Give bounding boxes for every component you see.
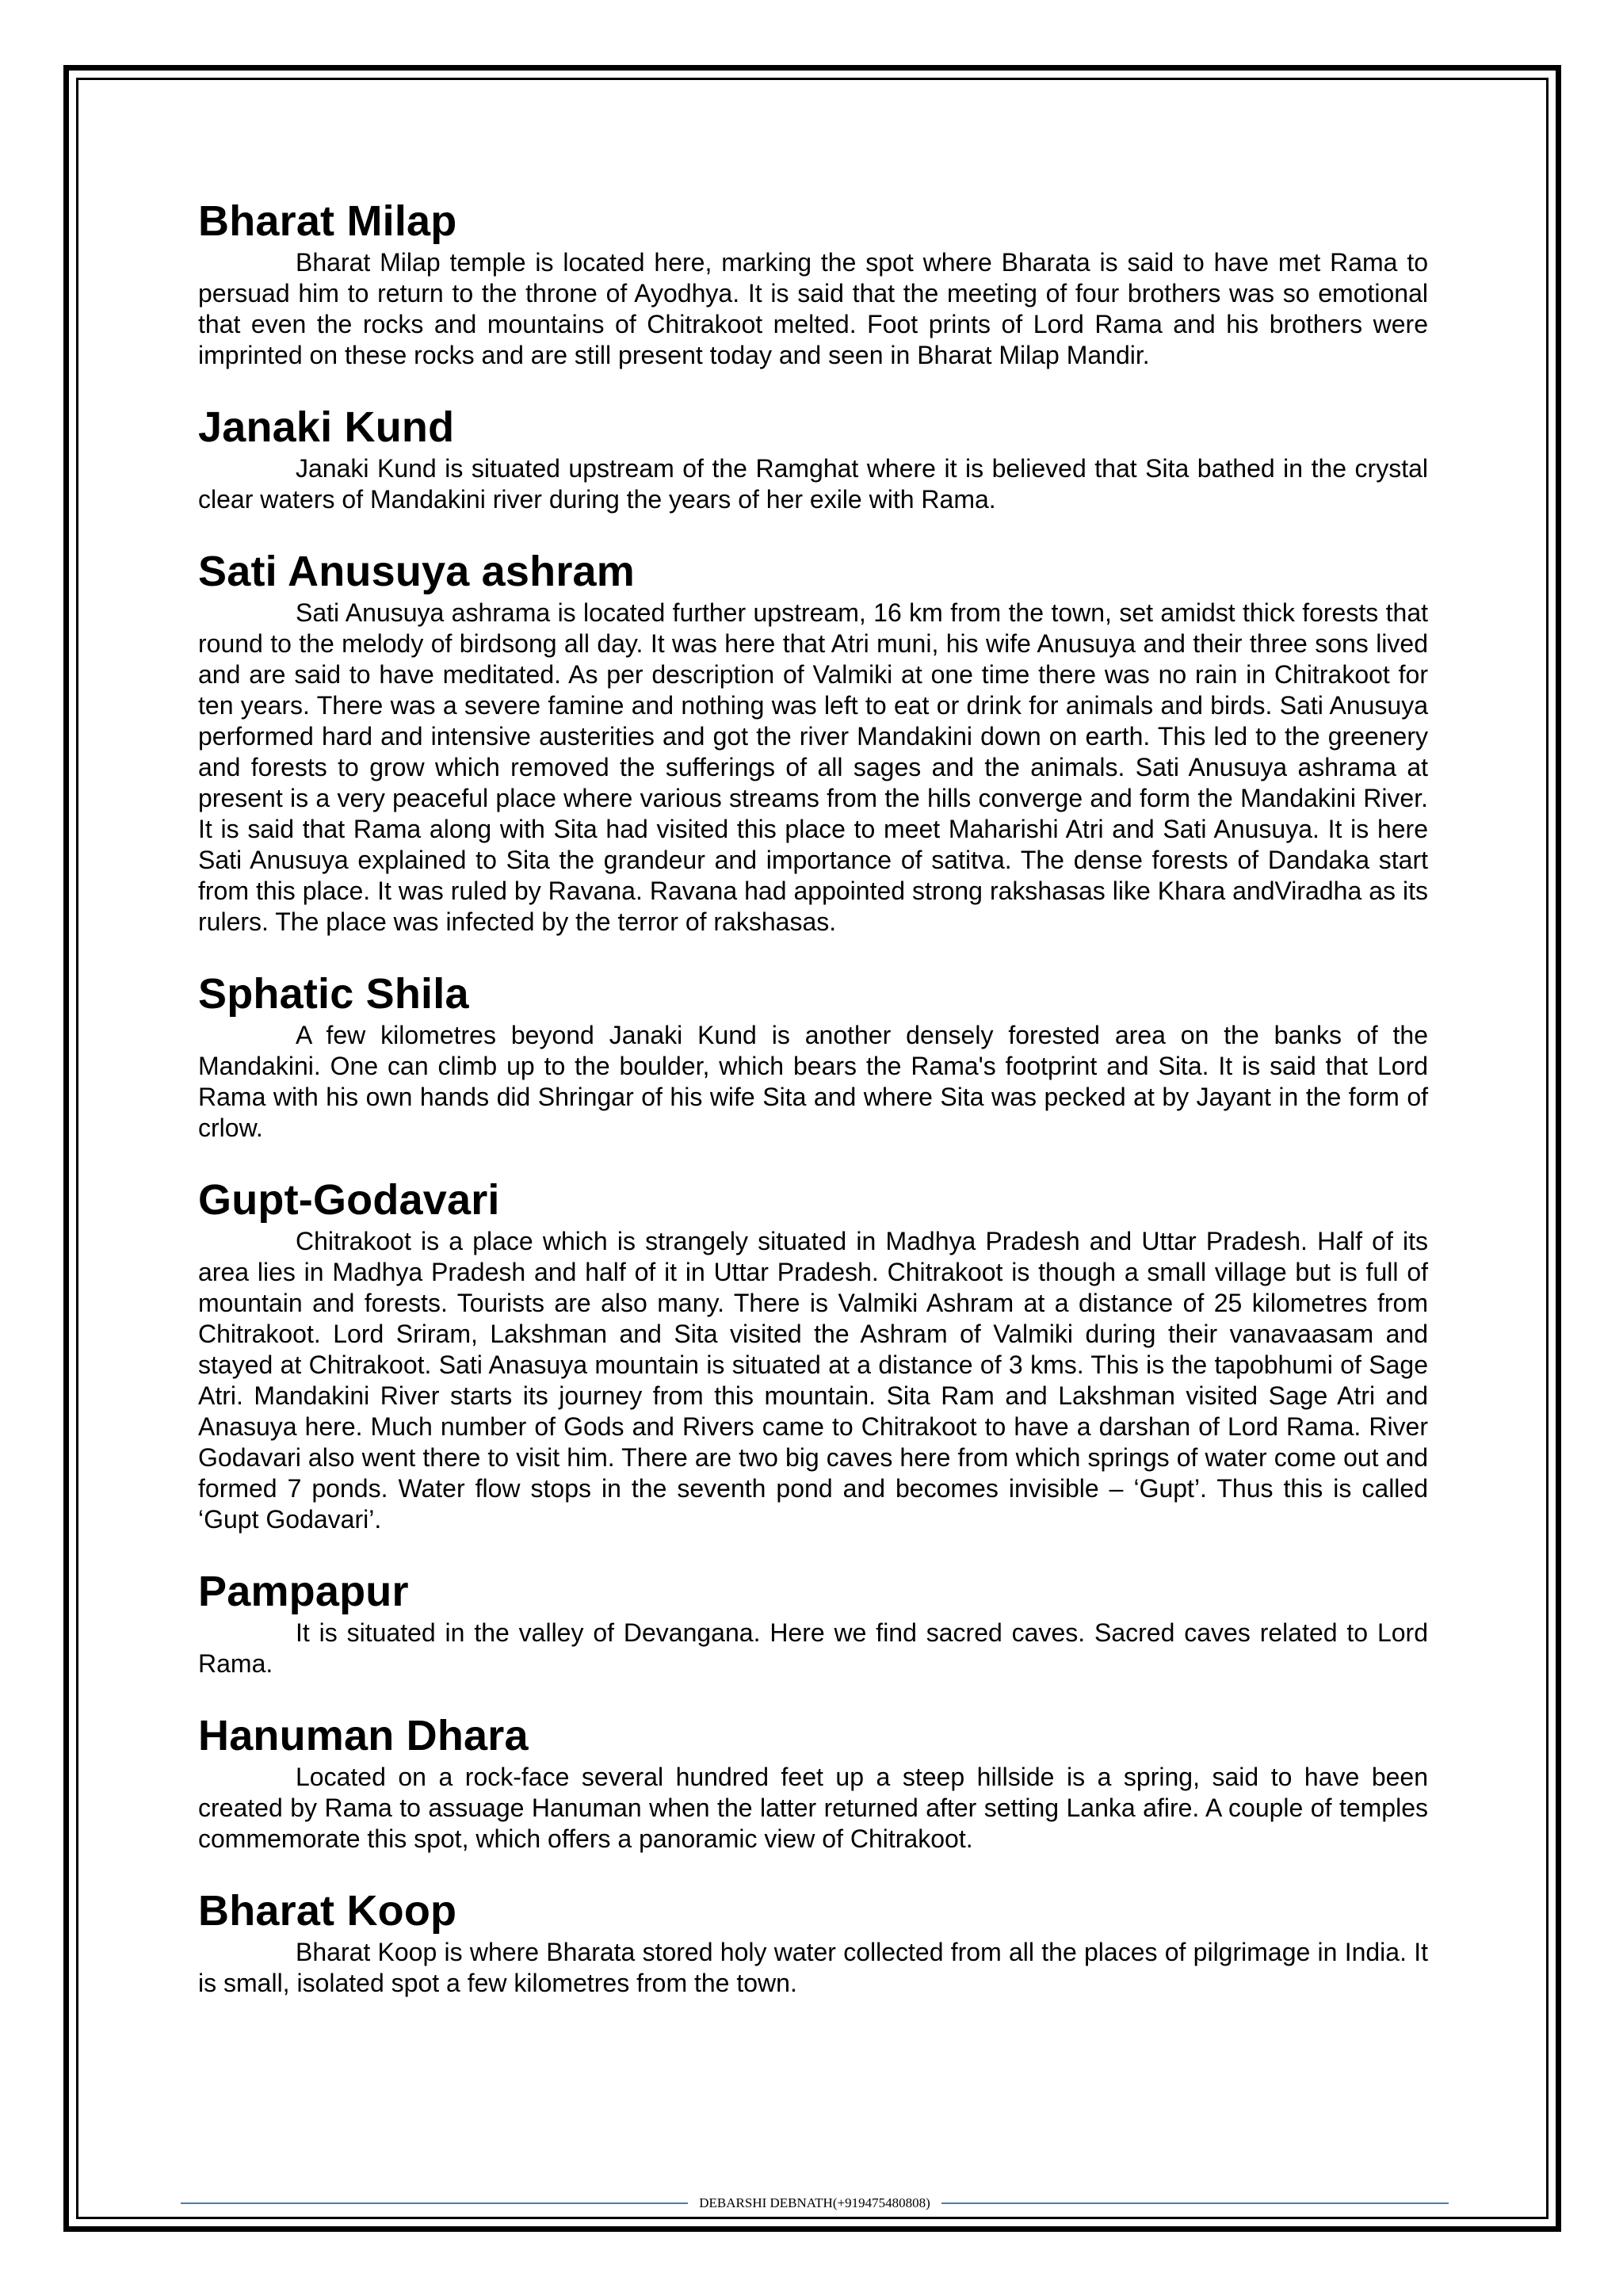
section-pampapur: [198, 1565, 1428, 1679]
section-heading: Sati Anusuya ashram: [198, 548, 635, 595]
section-body: Bharat Milap temple is located here, marking the spot where Bharata is said to have met Rama to persuad him to return to the throne of Ayodhya. It is said that the meeting of four brothers was so emotional that even the rocks and mountains of Chitrakoot melted. Foot prints of Lord Rama and his brothers were imprinted on these rocks and are still present today and seen in Bharat Milap Mandir.: [198, 248, 1428, 369]
section-heading: Bharat Koop: [198, 1887, 457, 1935]
section-body: Chitrakoot is a place which is strangely situated in Madhya Pradesh and Uttar Pradesh. Half of its area lies in Madhya Pradesh and half of it in Uttar Pradesh. Chitrakoot is though a small village but is full of mountain and forests. Tourists are also many. There is Valmiki Ashram at a distance of 25 kilometres from Chitrakoot. Lord Sriram, Lakshman and Sita visited the Ashram of Valmiki during their vanavaasam and stayed at Chitrakoot. Sati Anasuya mountain is situated at a distance of 3 kms. This is the tapobhumi of Sage Atri. Mandakini River starts its journey from this mountain. Sita Ram and Lakshman visited Sage Atri and Anasuya here. Much number of Gods and Rivers came to Chitrakoot to have a darshan of Lord Rama. River Godavari also went there to visit him. There are two big caves here from which springs of water come out and formed 7 ponds. Water flow stops in the seventh pond and becomes invisible – ‘Gupt’. Thus this is called ‘Gupt Godavari’.: [198, 1227, 1428, 1534]
section-heading: Gupt-Godavari: [198, 1176, 500, 1224]
document-content: [198, 195, 1428, 1999]
footer-author: DEBARSHI DEBNATH(+919475480808): [699, 2195, 930, 2210]
section-heading: Bharat Milap: [198, 197, 457, 245]
section-body: Sati Anusuya ashrama is located further upstream, 16 km from the town, set amidst thick forests that round to the melody of birdsong all day. It was here that Atri muni, his wife Anusuya and their three sons lived and are said to have meditated. As per description of Valmiki at one time there was no rain in Chitrakoot for ten years. There was a severe famine and nothing was left to eat or drink for animals and birds. Sati Anusuya performed hard and intensive austerities and got the river Mandakini down on earth. This led to the greenery and forests to grow which removed the sufferings of all sages and the animals. Sati Anusuya ashrama at present is a very peaceful place where various streams from the hills converge and form the Mandakini River. It is said that Rama along with Sita had visited this place to meet Maharishi Atri and Sati Anusuya. It is here Sati Anusuya explained to Sita the grandeur and importance of satitva. The dense forests of Dandaka start from this place. It was ruled by Ravana. Ravana had appointed strong rakshasas like Khara andViradha as its rulers. The place was infected by the terror of rakshasas.: [198, 598, 1428, 936]
section-body: A few kilometres beyond Janaki Kund is another densely forested area on the banks of the Mandakini. One can climb up to the boulder, which bears the Rama's footprint and Sita. It is said that Lord Rama with his own hands did Shringar of his wife Sita and where Sita was pecked at by Jayant in the form of crlow.: [198, 1021, 1428, 1142]
section-hanuman-dhara: [198, 1710, 1428, 1855]
section-body: Bharat Koop is where Bharata stored holy water collected from all the places of pilgrimage in India. It is small, isolated spot a few kilometres from the town.: [198, 1938, 1428, 1997]
section-sati-anusuya-ashram: [198, 545, 1428, 938]
footer-rule-right: [941, 2202, 1449, 2204]
section-body: Janaki Kund is situated upstream of the Ramghat where it is believed that Sita bathed in the crystal clear waters of Mandakini river during the years of her exile with Rama.: [198, 454, 1428, 514]
section-sphatic-shila: [198, 968, 1428, 1144]
section-body: It is situated in the valley of Devangana. Here we find sacred caves. Sacred caves related to Lord Rama.: [198, 1618, 1428, 1678]
section-gupt-godavari: [198, 1174, 1428, 1535]
footer-rule-left: [181, 2202, 688, 2204]
section-janaki-kund: [198, 401, 1428, 515]
section-heading: Sphatic Shila: [198, 970, 469, 1018]
section-body: Located on a rock-face several hundred feet up a steep hillside is a spring, said to have been created by Rama to assuage Hanuman when the latter returned after setting Lanka afire. A couple of temples commemorate this spot, which offers a panoramic view of Chitrakoot.: [198, 1763, 1428, 1853]
section-bharat-milap: [198, 195, 1428, 371]
page-footer: [181, 2195, 1449, 2211]
section-heading: Pampapur: [198, 1568, 409, 1615]
section-heading: Hanuman Dhara: [198, 1712, 529, 1759]
section-bharat-koop: [198, 1885, 1428, 1999]
section-heading: Janaki Kund: [198, 403, 455, 451]
